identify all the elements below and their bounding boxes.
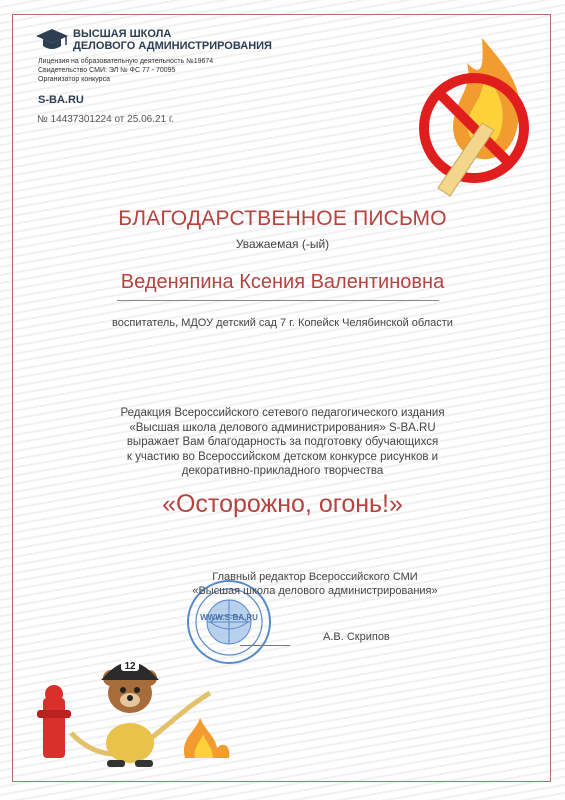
org-name-line1: ВЫСШАЯ ШКОЛА: [73, 28, 172, 40]
site-name: S-BA.RU: [38, 94, 84, 106]
editor-title: [170, 570, 460, 598]
helmet-number: 12: [124, 661, 136, 672]
letter-body: [60, 406, 505, 479]
graduation-cap-icon: [35, 27, 69, 53]
recipient-name: Веденяпина Ксения Валентиновна: [120, 271, 445, 293]
org-name-line2: ДЕЛОВОГО АДМИНИСТРИРОВАНИЯ: [73, 40, 272, 52]
firefighter-bear-icon: [35, 648, 245, 768]
license-text: Лицензия на образовательную деятельность №19674: [38, 58, 214, 65]
body-line: выражает Вам благодарность за подготовку обучающихся: [126, 436, 439, 449]
body-line: «Высшая школа делового администрирования» S-BA.RU: [129, 421, 436, 434]
contest-name: «Осторожно, огонь!»: [162, 490, 403, 518]
registration-number: № 14437301224 от 25.06.21 г.: [37, 114, 175, 125]
greeting: Уважаемая (-ый): [235, 237, 330, 251]
organizer-text: Организатор конкурса: [38, 76, 110, 83]
body-line: к участию во Всероссийском детском конкурсе рисунков и: [126, 450, 439, 463]
body-line: декоративно-прикладного творчества: [181, 465, 384, 478]
stamp-text: WWW.S-BA.RU: [200, 613, 258, 622]
editor-line1: Главный редактор Всероссийского СМИ: [212, 571, 418, 583]
editor-line2: «Высшая школа делового администрирования»: [192, 585, 438, 597]
signature-line: [240, 645, 290, 646]
letter-title: БЛАГОДАРСТВЕННОЕ ПИСЬМО: [118, 207, 447, 230]
hydrant-icon: [43, 698, 65, 758]
no-fire-sign-icon: [412, 28, 542, 203]
recipient-position: воспитатель, МДОУ детский сад 7 г. Копейск Челябинской области: [112, 317, 453, 329]
media-cert-text: Свидетельство СМИ: ЭЛ № ФС 77 - 70095: [38, 67, 176, 74]
name-underline: [117, 300, 439, 301]
signer-name: А.В. Скрипов: [323, 631, 390, 643]
body-line: Редакция Всероссийского сетевого педагогического издания: [120, 407, 445, 419]
